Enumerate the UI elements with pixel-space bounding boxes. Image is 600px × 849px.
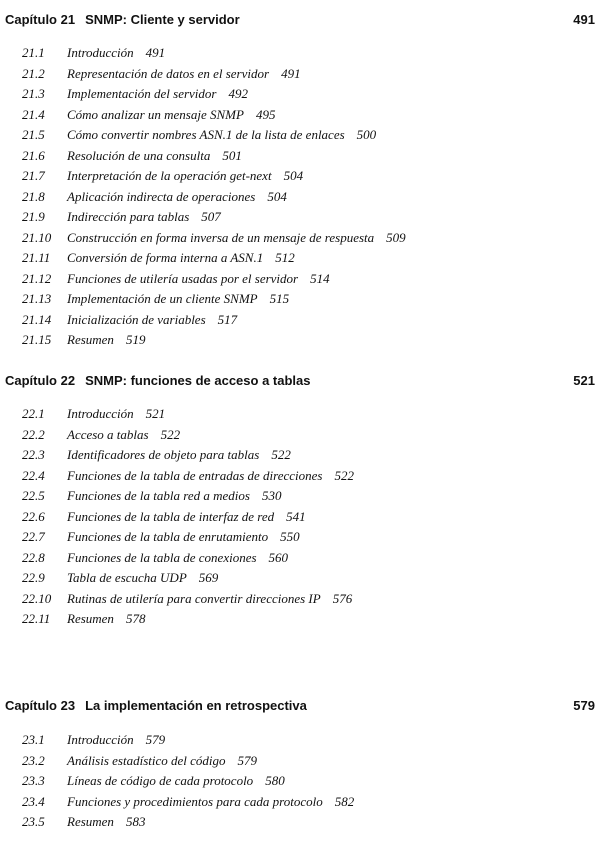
chapter-title: SNMP: Cliente y servidor bbox=[85, 12, 240, 27]
section-page-number: 579 bbox=[145, 732, 166, 747]
section-title: Resumen bbox=[67, 611, 114, 626]
section-title: Análisis estadístico del código bbox=[67, 752, 226, 768]
section-title-wrap bbox=[67, 488, 281, 504]
section-title-wrap bbox=[67, 509, 306, 525]
section-page-number: 501 bbox=[222, 147, 242, 163]
section-number: 21.14 bbox=[22, 311, 52, 327]
section-title-wrap bbox=[67, 86, 248, 102]
section-title: Funciones de utilería usadas por el servidor bbox=[67, 270, 299, 286]
section-title: Resolución de una consulta bbox=[67, 147, 211, 163]
section-number: 23.3 bbox=[22, 773, 45, 788]
section-page-number: 550 bbox=[280, 529, 300, 544]
section-number: 21.15 bbox=[22, 332, 52, 347]
section-title-wrap bbox=[67, 127, 376, 143]
section-title-wrap bbox=[67, 250, 295, 266]
section-title: Interpretación de la operación get-next bbox=[67, 168, 272, 183]
section-number: 21.5 bbox=[22, 127, 45, 142]
section-page-number: 569 bbox=[198, 570, 219, 585]
section-title-wrap bbox=[67, 406, 165, 422]
section-title-wrap bbox=[67, 550, 288, 566]
section-title-wrap bbox=[67, 66, 301, 82]
section-title: Funciones de la tabla de conexiones bbox=[67, 549, 257, 565]
section-page-number: 504 bbox=[283, 168, 304, 183]
section-title: Identificadores de objeto para tablas bbox=[67, 447, 260, 462]
section-page-number: 583 bbox=[125, 814, 146, 829]
section-number: 21.13 bbox=[22, 291, 52, 306]
section-title-wrap bbox=[67, 447, 291, 463]
section-page-number: 519 bbox=[125, 332, 146, 347]
section-page-number: 580 bbox=[265, 773, 285, 788]
chapter-heading bbox=[5, 12, 240, 27]
section-title: Funciones de la tabla red a medios bbox=[67, 488, 250, 503]
section-title-wrap bbox=[67, 753, 257, 769]
chapter-title: La implementación en retrospectiva bbox=[85, 698, 307, 713]
chapter-header[interactable] bbox=[0, 698, 600, 718]
section-page-number: 541 bbox=[286, 508, 306, 524]
section-title-wrap bbox=[67, 189, 287, 205]
section-title: Implementación del servidor bbox=[67, 86, 217, 101]
section-title: Implementación de un cliente SNMP bbox=[67, 291, 258, 306]
section-title: Introducción bbox=[67, 45, 134, 60]
section-title-wrap bbox=[67, 732, 165, 748]
section-page-number: 492 bbox=[228, 86, 248, 101]
section-title: Cómo analizar un mensaje SNMP bbox=[67, 106, 244, 122]
section-title: Funciones de la tabla de enrutamiento bbox=[67, 529, 269, 544]
section-page-number: 515 bbox=[269, 291, 290, 306]
section-title-wrap bbox=[67, 45, 165, 61]
section-title-wrap bbox=[67, 168, 303, 184]
section-page-number: 521 bbox=[145, 406, 166, 421]
section-title: Funciones y procedimientos para cada protocolo bbox=[67, 793, 323, 809]
section-number: 23.2 bbox=[22, 752, 45, 768]
chapter-header[interactable] bbox=[0, 373, 600, 393]
section-number: 23.4 bbox=[22, 793, 45, 809]
section-title: Resumen bbox=[67, 332, 114, 347]
section-title-wrap bbox=[67, 107, 275, 123]
section-title-wrap bbox=[67, 230, 406, 246]
chapter-number: Capítulo 23 bbox=[5, 698, 76, 713]
section-number: 21.12 bbox=[22, 270, 52, 286]
chapter-block bbox=[0, 373, 600, 393]
section-title: Funciones de la tabla de interfaz de red bbox=[67, 508, 275, 524]
section-number: 21.8 bbox=[22, 188, 45, 204]
section-title: Acceso a tablas bbox=[67, 426, 149, 442]
section-title-wrap bbox=[67, 209, 221, 225]
section-number: 22.6 bbox=[22, 508, 45, 524]
section-title-wrap bbox=[67, 773, 285, 789]
section-title: Conversión de forma interna a ASN.1 bbox=[67, 250, 264, 265]
chapter-title: SNMP: funciones de acceso a tablas bbox=[85, 373, 311, 388]
section-page-number: 576 bbox=[332, 590, 353, 606]
section-page-number: 530 bbox=[261, 488, 282, 503]
section-title-wrap bbox=[67, 427, 180, 443]
section-title: Funciones de la tabla de entradas de direcciones bbox=[67, 467, 323, 483]
chapter-number: Capítulo 22 bbox=[5, 373, 76, 388]
section-title: Resumen bbox=[67, 814, 114, 829]
chapter-block bbox=[0, 698, 600, 718]
section-title-wrap bbox=[67, 332, 145, 348]
section-page-number: 582 bbox=[334, 793, 355, 809]
section-number: 21.7 bbox=[22, 168, 45, 183]
section-number: 22.4 bbox=[22, 467, 45, 483]
section-page-number: 522 bbox=[271, 447, 291, 462]
section-page-number: 491 bbox=[281, 65, 301, 81]
section-title-wrap bbox=[67, 148, 242, 164]
section-page-number: 517 bbox=[217, 311, 238, 327]
section-number: 23.5 bbox=[22, 814, 45, 829]
section-number: 22.11 bbox=[22, 611, 51, 626]
section-number: 21.11 bbox=[22, 250, 51, 265]
section-title: Rutinas de utilería para convertir direcciones IP bbox=[67, 590, 321, 606]
section-number: 21.6 bbox=[22, 147, 45, 163]
section-number: 21.1 bbox=[22, 45, 45, 60]
section-page-number: 507 bbox=[201, 209, 221, 224]
section-page-number: 512 bbox=[275, 250, 295, 265]
section-title-wrap bbox=[67, 794, 354, 810]
section-number: 22.3 bbox=[22, 447, 45, 462]
section-number: 22.9 bbox=[22, 570, 45, 585]
section-page-number: 509 bbox=[386, 229, 406, 245]
section-title-wrap bbox=[67, 529, 300, 545]
section-title: Indirección para tablas bbox=[67, 209, 190, 224]
section-number: 22.7 bbox=[22, 529, 45, 544]
chapter-heading bbox=[5, 373, 310, 388]
section-title-wrap bbox=[67, 271, 330, 287]
section-title-wrap bbox=[67, 291, 289, 307]
section-page-number: 579 bbox=[237, 752, 258, 768]
section-title-wrap bbox=[67, 312, 237, 328]
section-number: 22.10 bbox=[22, 590, 52, 606]
section-title: Introducción bbox=[67, 406, 134, 421]
section-title: Cómo convertir nombres ASN.1 de la lista de enlaces bbox=[67, 127, 345, 142]
section-title: Inicialización de variables bbox=[67, 311, 206, 327]
section-number: 21.4 bbox=[22, 106, 45, 122]
section-number: 22.1 bbox=[22, 406, 45, 421]
section-number: 21.10 bbox=[22, 229, 52, 245]
section-page-number: 491 bbox=[145, 45, 166, 60]
section-title-wrap bbox=[67, 570, 218, 586]
section-number: 22.2 bbox=[22, 426, 45, 442]
section-number: 21.3 bbox=[22, 86, 45, 101]
section-title: Tabla de escucha UDP bbox=[67, 570, 187, 585]
section-title-wrap bbox=[67, 591, 352, 607]
section-title-wrap bbox=[67, 468, 354, 484]
section-title-wrap bbox=[67, 611, 145, 627]
section-page-number: 522 bbox=[334, 467, 354, 483]
section-number: 21.2 bbox=[22, 65, 45, 81]
section-page-number: 495 bbox=[255, 106, 276, 122]
section-page-number: 578 bbox=[125, 611, 146, 626]
chapter-number: Capítulo 21 bbox=[5, 12, 76, 27]
chapter-header[interactable] bbox=[0, 12, 600, 32]
chapter-block bbox=[0, 12, 600, 32]
section-number: 21.9 bbox=[22, 209, 45, 224]
section-title: Líneas de código de cada protocolo bbox=[67, 773, 254, 788]
chapter-page-number: 579 bbox=[573, 698, 595, 713]
section-page-number: 522 bbox=[160, 426, 181, 442]
section-title: Aplicación indirecta de operaciones bbox=[67, 188, 256, 204]
section-title-wrap bbox=[67, 814, 145, 830]
section-number: 22.5 bbox=[22, 488, 45, 503]
section-title: Representación de datos en el servidor bbox=[67, 65, 270, 81]
chapter-page-number: 521 bbox=[573, 373, 595, 388]
section-number: 23.1 bbox=[22, 732, 45, 747]
section-title: Introducción bbox=[67, 732, 134, 747]
section-page-number: 514 bbox=[310, 270, 330, 286]
section-page-number: 500 bbox=[356, 127, 377, 142]
section-page-number: 560 bbox=[268, 549, 289, 565]
section-number: 22.8 bbox=[22, 549, 45, 565]
section-page-number: 504 bbox=[267, 188, 287, 204]
section-title: Construcción en forma inversa de un mensaje de respuesta bbox=[67, 229, 375, 245]
chapter-page-number: 491 bbox=[573, 12, 595, 27]
chapter-heading bbox=[5, 698, 307, 713]
